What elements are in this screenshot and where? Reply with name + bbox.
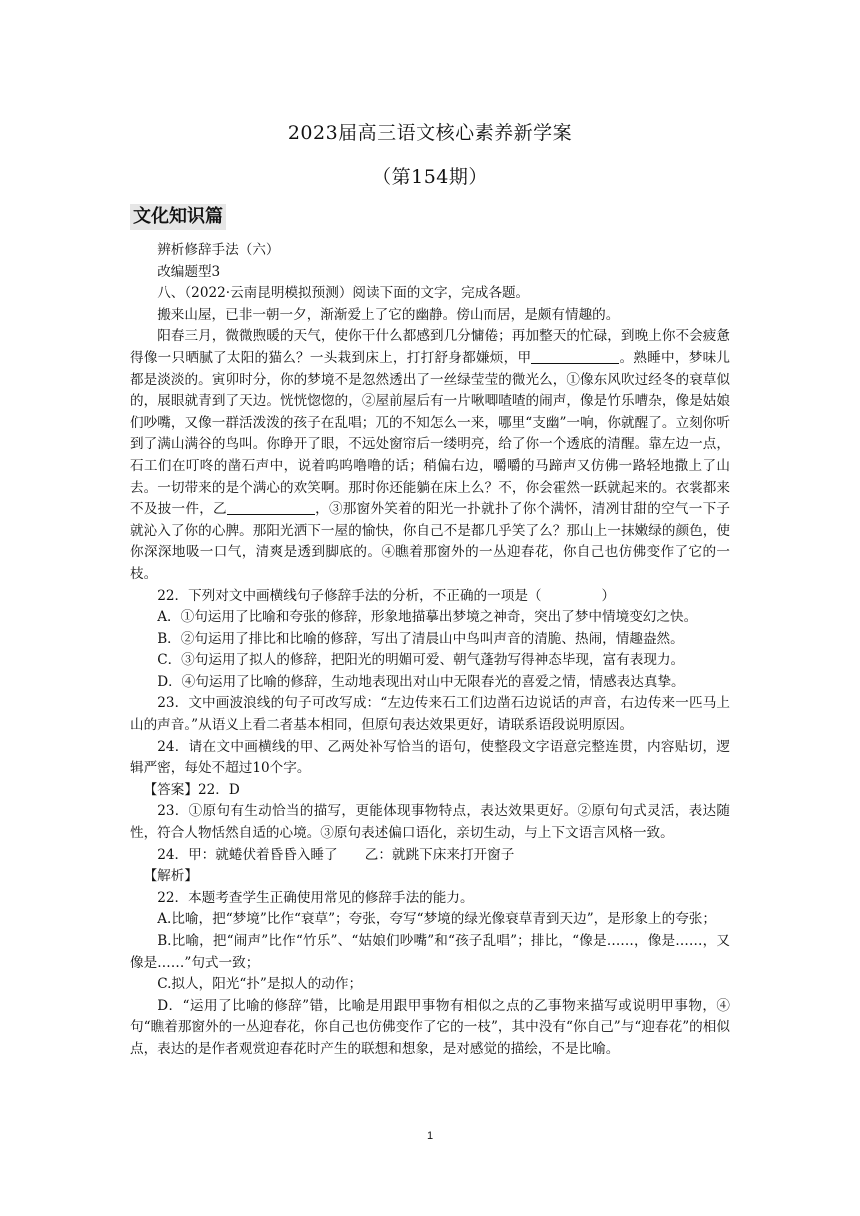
answer-label: 【答案】22．D xyxy=(143,781,240,798)
q22-option-d: D．④句运用了比喻的修辞，生动地表现出对山中无限春光的喜爱之情，情感表达真挚。 xyxy=(157,673,685,690)
q22-stem-end: ） xyxy=(601,587,616,604)
q22-stem-text: 22．下列对文中画横线句子修辞手法的分析，不正确的一项是（ xyxy=(157,587,542,604)
q22-option-a: A．①句运用了比喻和夸张的修辞，形象地描摹出梦境之神奇，突出了梦中情境变幻之快。 xyxy=(157,609,698,626)
analysis-a: A.比喻，把“梦境”比作“衰草”；夸张，夸写“梦境的绿光像衰草青到天边”，是形象上的夸张； xyxy=(157,911,716,928)
document-body xyxy=(130,240,730,1061)
passage-paragraph-1: 搬来山屋，已非一朝一夕，渐渐爱上了它的幽静。傍山而居，是颇有情趣的。 xyxy=(157,306,620,323)
page-number: 1 xyxy=(426,1130,434,1142)
issue-number: （第154期） xyxy=(372,166,488,188)
passage-text-a: 阳春三月，微微煦暖的天气，使你干什么都感到几分慵倦；再加整天的忙碌，到晚上你不会疲惫得像一只晒腻了太阳的猫么？一头栽到床上，打打舒身都嫌烦，甲 xyxy=(130,328,730,366)
q22-option-b: B．②句运用了排比和比喻的修辞，写出了清晨山中鸟叫声音的清脆、热闹，情趣盎然。 xyxy=(157,630,684,647)
answer-23: 23．①原句有生动恰当的描写，更能体现事物特点，表达效果更好。②原句句式灵活，表达随性，符合人物恬然自适的心境。③原句表述偏口语化，亲切生动，与上下文语言风格一致。 xyxy=(130,803,730,842)
blank-jia xyxy=(531,349,619,364)
passage-paragraph-2 xyxy=(130,326,730,585)
q22-stem xyxy=(130,586,730,608)
q24: 24．请在文中画横线的甲、乙两处补写恰当的语句，使整段文字语意完整连贯，内容贴切，逻辑严密，每处不超过10个字。 xyxy=(130,738,730,777)
passage-text-c: ，③那窗外笑着的阳光一扑就扑了你个满怀，清冽甘甜的空气一下子就沁入了你的心脾。那阳光洒下一屋的愉快，你自己不是都几乎笑了么？那山上一抹嫩绿的颜色，使你深深地吸一口气，清爽是透到脚底的。④瞧着那窗外的一丛迎春花，你自己也仿佛变作了它的一枝。 xyxy=(130,501,731,582)
section-heading: 文化知识篇 xyxy=(130,204,226,230)
analysis-line-1: 22．本题考查学生正确使用常见的修辞手法的能力。 xyxy=(157,889,474,906)
q22-option-c: C．③句运用了拟人的修辞，把阳光的明媚可爱、朝气蓬勃写得神态毕现，富有表现力。 xyxy=(157,652,685,669)
subtitle: 辨析修辞手法（六） xyxy=(157,242,280,258)
q23: 23．文中画波浪线的句子可改写成：“左边传来石工们边凿石边说话的声音，右边传来一匹马上山的声音。”从语义上看二者基本相同，但原句表达效果更好，请联系语段说明原因。 xyxy=(130,695,730,734)
analysis-b: B.比喻，把“闹声”比作“竹乐”、“姑娘们吵嘴”和“孩子乱唱”；排比，“像是……，像是……，又像是……”句式一致； xyxy=(130,933,730,971)
passage-text-b: 。熟睡中，梦味儿都是淡淡的。寅卯时分，你的梦境不是忽然透出了一丝绿莹莹的微光么，①像东风吹过经冬的衰草似的，展眼就青到了天边。恍恍惚惚的，②屋前屋后有一片啾唧喳喳的闹声，像是竹乐嘈杂，像是姑娘们吵嘴，又像一群活泼泼的孩子在乱唱；兀的不知怎么一来，哪里“支幽”一响，你就醒了。立刻你听到了满山满谷的鸟叫。你睁开了眼，不远处窗帘后一缕明亮，给了你一个透底的清醒。靠左边一点，石工们在叮咚的凿石声中，说着呜呜噜噜的话；稍偏右边，嚼嚼的马蹄声又仿佛一路轻地撒上了山去。一切带来的是个满心的欢笑啊。那时你还能躺在床上么？不，你会霍然一跃就起来的。衣裳都来不及披一件，乙 xyxy=(130,349,730,518)
analysis-c: C.拟人，阳光“扑”是拟人的动作； xyxy=(157,976,363,993)
analysis-label: 【解析】 xyxy=(143,868,198,885)
analysis-d: D．“运用了比喻的修辞”错，比喻是用跟甲事物有相似之点的乙事物来描写或说明甲事物，④句“瞧着那窗外的一丛迎春花，你自己也仿佛变作了它的一枝”，其中没有“你自己”与“迎春花”的相似点，表达的是作者观赏迎春花时产生的联想和想象，是对感觉的描绘，不是比喻。 xyxy=(130,997,730,1057)
subtitle-2: 改编题型3 xyxy=(157,263,221,280)
question-intro: 八、（2022·云南昆明模拟预测）阅读下面的文字，完成各题。 xyxy=(157,285,530,302)
blank-yi xyxy=(227,500,315,515)
document-title: 2023届高三语文核心素养新学案 xyxy=(287,122,573,144)
answer-24: 24．甲：就蜷伏着昏昏入睡了 乙：就跳下床来打开窗子 xyxy=(157,846,515,863)
